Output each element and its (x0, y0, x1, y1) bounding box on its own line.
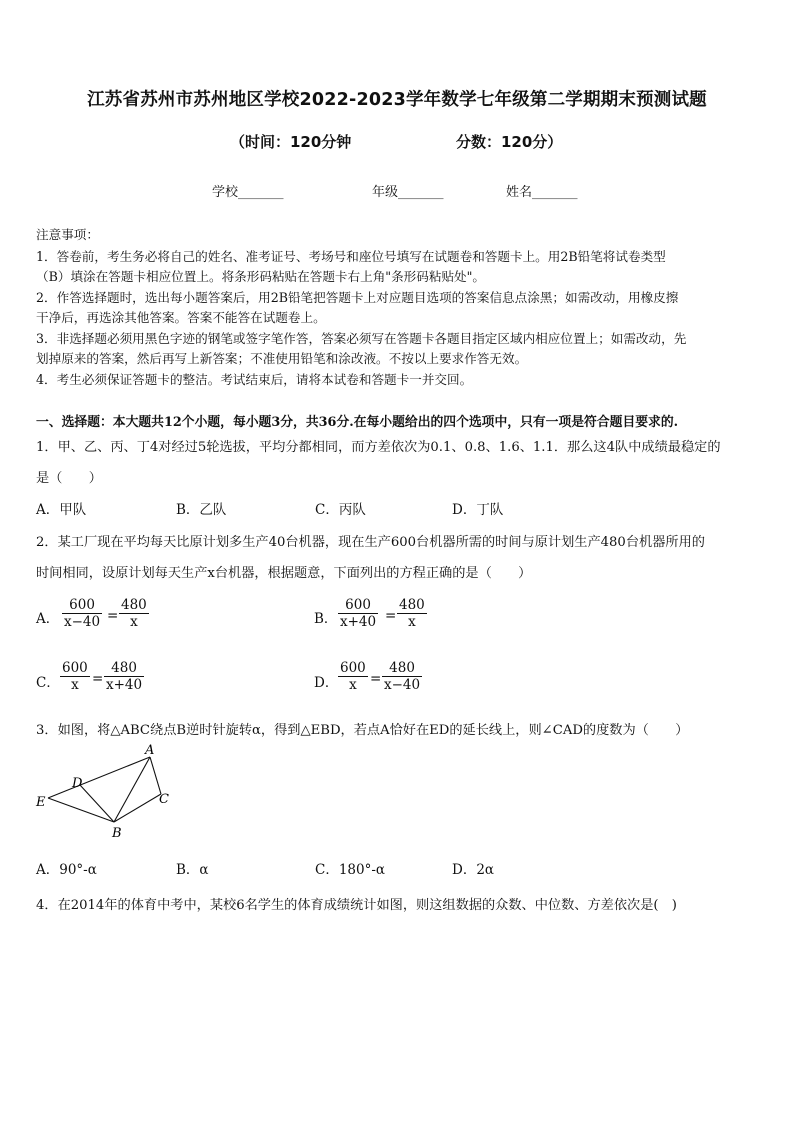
triangle-rotation-figure (30, 738, 180, 843)
segment-ea (48, 757, 150, 798)
q2-option-b-label: B． (314, 611, 338, 627)
q3-option-c[interactable]: C．180°-α (315, 862, 386, 878)
segment-ac (150, 757, 161, 794)
q2-option-c-fraction-right (104, 660, 144, 693)
label-b: B (112, 826, 122, 841)
q1-option-b[interactable]: B．乙队 (176, 502, 227, 518)
q2-option-d-fraction-right (382, 660, 422, 693)
denominator: x (338, 676, 368, 693)
denominator: x (60, 676, 90, 693)
q2-option-d-fraction-left (338, 660, 368, 693)
denominator: x−40 (384, 677, 421, 693)
q2-option-b-fraction-right (397, 597, 427, 630)
notice-line: 2．作答选择题时，选出每小题答案后，用2B铅笔把答题卡上对应题目选项的答案信息点涂黑；如需改动，用橡皮擦 (36, 290, 679, 305)
q3-option-a[interactable]: A．90°-α (36, 862, 97, 878)
label-e: E (36, 795, 46, 810)
q3-option-b[interactable]: B．α (176, 862, 209, 878)
section-heading: 一、选择题：本大题共12个小题，每小题3分，共36分.在每小题给出的四个选项中，只有一项是符合题目要求的. (36, 415, 679, 430)
label-a: A (145, 743, 155, 758)
notice-heading: 注意事项： (36, 227, 99, 242)
q3-option-d[interactable]: D．2α (452, 862, 495, 878)
q2-option-a-fraction-left (62, 597, 102, 630)
denominator: x (119, 613, 149, 630)
figure-lines (48, 757, 161, 822)
name-field: 姓名_______ (506, 185, 578, 200)
notice-line: 干净后，再选涂其他答案。答案不能答在试题卷上。 (36, 310, 326, 325)
denominator: x−40 (64, 614, 101, 630)
exam-score: 分数：120分） (456, 133, 563, 151)
denominator: x+40 (340, 614, 377, 630)
q2-option-d-label: D． (314, 675, 339, 691)
equals-sign: = (107, 608, 119, 624)
q2-option-a-label: A． (36, 611, 60, 627)
equals-sign: = (370, 671, 382, 687)
question-2-text-cont: 时间相同，设原计划每天生产x台机器，根据题意，下面列出的方程正确的是（ ） (36, 566, 532, 581)
numerator: 480 (389, 660, 415, 676)
denominator: x (397, 613, 427, 630)
question-4-text: 4．在2014年的体育中考中，某校6名学生的体育成绩统计如图，则这组数据的众数、中位数、方差依次是( ) (36, 898, 677, 913)
equals-sign: = (385, 608, 397, 624)
denominator: x+40 (106, 677, 143, 693)
label-c: C (159, 792, 169, 807)
q2-option-b-fraction-left (338, 597, 378, 630)
exam-time: （时间：120分钟 (230, 133, 352, 151)
notice-line: （B）填涂在答题卡相应位置上。将条形码粘贴在答题卡右上角"条形码粘贴处"。 (36, 269, 486, 284)
q2-option-c-label: C． (36, 675, 60, 691)
numerator: 480 (121, 597, 147, 613)
page-title: 江苏省苏州市苏州地区学校2022-2023学年数学七年级第二学期期末预测试题 (87, 90, 707, 110)
segment-db (80, 785, 114, 822)
label-d: D (72, 776, 83, 791)
q1-option-a[interactable]: A．甲队 (36, 502, 87, 518)
question-3-text: 3．如图，将△ABC绕点B逆时针旋转α，得到△EBD，若点A恰好在ED的延长线上，则∠CAD的度数为（ ） (36, 723, 689, 738)
school-field: 学校_______ (212, 185, 284, 200)
numerator: 480 (399, 597, 425, 613)
notice-line: 划掉原来的答案，然后再写上新答案；不准使用铅笔和涂改液。不按以上要求作答无效。 (36, 351, 528, 366)
question-1-text-cont: 是（ ） (36, 471, 102, 486)
segment-cb (114, 794, 161, 822)
q1-option-c[interactable]: C．丙队 (315, 502, 366, 518)
notice-line: 3．非选择题必须用黑色字迹的钢笔或签字笔作答，答案必须写在答题卡各题目指定区域内相应位置上；如需改动，先 (36, 331, 687, 346)
segment-ab (114, 757, 150, 822)
numerator: 600 (345, 597, 371, 613)
segment-eb (48, 798, 114, 822)
question-1-text: 1．甲、乙、丙、丁4对经过5轮选拔，平均分都相同，而方差依次为0.1、0.8、1.6、1.1．那么这4队中成绩最稳定的 (36, 440, 721, 455)
q2-option-c-fraction-left (60, 660, 90, 693)
equals-sign: = (92, 671, 104, 687)
numerator: 600 (62, 660, 88, 676)
q2-option-a-fraction-right (119, 597, 149, 630)
numerator: 600 (340, 660, 366, 676)
q1-option-d[interactable]: D．丁队 (452, 502, 504, 518)
numerator: 600 (69, 597, 95, 613)
grade-field: 年级_______ (372, 185, 444, 200)
question-2-text: 2．某工厂现在平均每天比原计划多生产40台机器，现在生产600台机器所需的时间与原计划生产480台机器所用的 (36, 535, 705, 550)
numerator: 480 (111, 660, 137, 676)
notice-line: 4．考生必须保证答题卡的整洁。考试结束后，请将本试卷和答题卡一并交回。 (36, 372, 473, 387)
notice-line: 1．答卷前，考生务必将自己的姓名、准考证号、考场号和座位号填写在试题卷和答题卡上。用2B铅笔将试卷类型 (36, 249, 666, 264)
